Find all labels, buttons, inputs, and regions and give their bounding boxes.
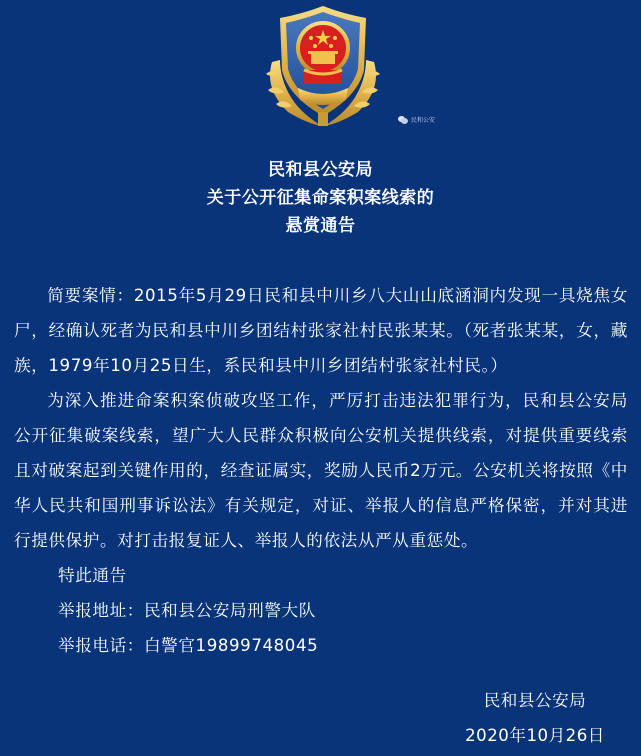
report-address: 举报地址：民和县公安局刑警大队 (58, 601, 316, 620)
signature-org: 民和县公安局 (483, 691, 587, 710)
notice-title (0, 156, 641, 240)
watermark (398, 115, 435, 124)
signature (445, 683, 625, 753)
title-line-subject: 关于公开征集命案积案线索的 (206, 188, 435, 208)
notice-body (14, 278, 628, 663)
police-emblem-icon (258, 4, 388, 130)
title-line-type: 悬赏通告 (285, 216, 356, 236)
case-summary-paragraph: 简要案情：2015年5月29日民和县中川乡八大山山底涵洞内发现一具烧焦女尸，经确认死者为民和县中川乡团结村张家社村民张某某。（死者张某某，女，藏族，1979年10月25日生，系民和县中川乡团结村张家社村民。） (14, 286, 628, 375)
wechat-icon (398, 116, 408, 124)
watermark-text: 民和公安 (411, 117, 436, 124)
signature-date: 2020年10月26日 (465, 726, 605, 745)
title-line-org: 民和县公安局 (268, 160, 373, 180)
report-phone: 举报电话：白警官19899748045 (58, 636, 319, 655)
police-emblem (258, 4, 388, 130)
notice-closing: 特此通告 (58, 566, 127, 585)
reward-paragraph: 为深入推进命案积案侦破攻坚工作，严厉打击违法犯罪行为，民和县公安局公开征集破案线索，望广大人民群众积极向公安机关提供线索，对提供重要线索且对破案起到关键作用的，经查证属实，奖励人民币2万元。公安机关将按照《中华人民共和国刑事诉讼法》有关规定，对证、举报人的信息严格保密，并对其进行提供保护。对打击报复证人、举报人的依法从严从重惩处。 (14, 391, 628, 550)
